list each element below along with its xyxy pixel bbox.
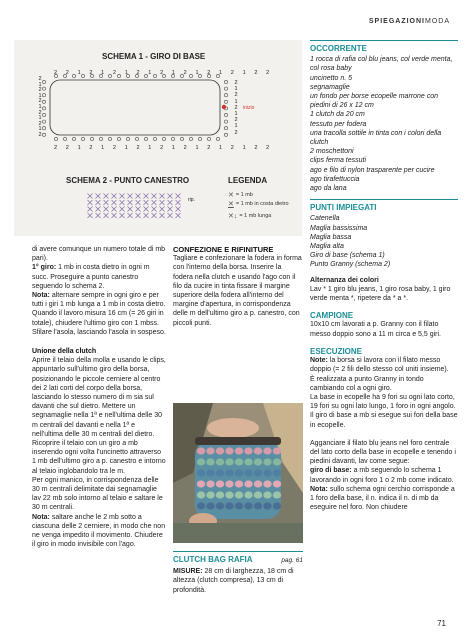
right-column	[310, 40, 458, 512]
misure-text: MISURE: 28 cm di larghezza, 18 cm di altezza (clutch compresa), 13 cm di profondità.	[173, 568, 294, 594]
left-p4: Ricoprire il telaio con un giro a mb inserendo ogni volta l'uncinetto attraverso 1 mb dell'ultimo giro a p. canestro e intorno al telaio inglobandolo tra le m.	[32, 440, 166, 475]
occorrente-item: tessuto per fodera	[310, 120, 367, 128]
esecuzione-p5: Agganciare il filato blu jeans nel foro centrale del lato corto della base in ecopelle e tenendo i piedini davanti, lav come segue:	[310, 439, 456, 466]
occorrente-list	[310, 55, 458, 193]
left-p5: Per ogni manico, in corrispondenza delle 30 m centrali delimitate dai segnamaglie lav 22 mb solo intorno al telaio e saltare le 30 m centrali.	[32, 476, 163, 512]
middle-column	[173, 245, 303, 328]
legend-title: LEGENDA	[228, 176, 268, 185]
occorrente-item: ago e filo di nylon trasparente per cucire	[310, 166, 435, 174]
schema1-top-numbers: 2 2 1 2 1 2 1 2 1 2 1 2 1 2 1 2 1 2 2	[54, 70, 273, 76]
schema1-title: SCHEMA 1 - GIRO DI BASE	[102, 52, 206, 61]
confezione-title: CONFEZIONE E RIFINITURE	[173, 245, 274, 254]
punti-item: Catenella	[310, 215, 340, 223]
occorrente-item: una tracolla sottile in tinta con i colori della clutch	[310, 129, 442, 147]
section-label: SPIEGAZIONI	[368, 18, 425, 25]
esecuzione-p1: Note: la borsa si lavora con il filato messo doppio (= 2 fili dello stesso col uniti insieme).	[310, 357, 449, 374]
unione-title: Unione della clutch	[32, 348, 97, 356]
section-header	[369, 18, 450, 25]
x-underline-stitch-icon: ✕	[228, 201, 234, 208]
occorrente-item: clips ferma tessuti	[310, 157, 367, 165]
schema1-right-numbers: 2 1 2 1 2 1 2 1 2	[234, 80, 238, 136]
long-stitch-icon: ✕↓	[228, 213, 238, 220]
x-stitch-icon: ✕	[228, 192, 234, 199]
punti-title: PUNTI IMPIEGATI	[310, 203, 377, 213]
left-intro: di avere comunque un numero totale di mb pari).	[32, 246, 166, 263]
left-p3: Aprire il telaio della molla e usando le clips, appuntarlo sull'ultimo giro della borsa, posizionando le piccole cerniere al centro dei 2 lati corti del corpo della borsa, lasciando lo stesso numero di m sia sul davanti che sul dietro. Mettere un segnamaglie nella 1ª e nell'ultima delle 30 m centrali del davanti e nella 1ª e nell'ultima delle 30 m centrali del dietro.	[32, 357, 166, 438]
esecuzione-title: ESECUZIONE	[310, 346, 363, 356]
punti-item: Giro di base (schema 1)	[310, 252, 385, 260]
occorrente-item: 1 rocca di rafia col blu jeans, col verde menta, col rosa baby	[310, 56, 453, 73]
occorrente-item: ago tirafettuccia	[310, 175, 360, 183]
diagram-panel	[14, 40, 302, 236]
page-number: 71	[437, 619, 446, 628]
occorrente-item: 2 moschettoni	[310, 148, 354, 156]
occorrente-item: segnamaglie	[310, 83, 350, 91]
alternanza-title: Alternanza dei colori	[310, 276, 379, 284]
left-p6: Nota: saltare anche le 2 mb sotto a ciascuna delle 2 cerniere, in modo che non ne venga impedito il movimento. Chiudere il giro in modo invisibile con l'ago.	[32, 513, 166, 549]
schema1-bottom-numbers: 2 2 1 2 1 2 1 2 1 2 1 2 1 2 1 2 1 2 2	[54, 145, 273, 151]
caption-page: pag. 61	[281, 557, 303, 564]
legend-item-1: = 1 mb	[235, 192, 253, 198]
alternanza-text: Lav * 1 giro blu jeans, 1 giro rosa baby, 1 giro verde menta *, ripetere da * a *.	[310, 285, 451, 303]
punti-item: Maglia bassissima	[310, 224, 368, 232]
legend-item-3: = 1 mb lunga	[239, 213, 272, 219]
left-column	[32, 245, 166, 550]
campione-text: 10x10 cm lavorati a p. Granny con il filato messo doppio sono a 11 m circa e 5,5 giri.	[310, 321, 441, 338]
esecuzione-p3: La base in ecopelle ha 9 fori su ogni lato corto, 19 fori su ogni lato lungo, 1 foro in ogni angolo.	[310, 393, 456, 411]
caption-block	[173, 551, 303, 595]
start-label: inizio	[243, 105, 255, 111]
schema1-diagram	[14, 40, 302, 160]
punti-item: Punto Granny (schema 2)	[310, 261, 391, 269]
rip-label: rip.	[188, 197, 195, 203]
section-label-tail: MODA	[425, 18, 450, 25]
legend	[228, 176, 289, 220]
schema2-stitch-grid	[86, 193, 186, 223]
esecuzione-p7: Nota: sullo schema ogni cerchio corrisponde a 1 foro della base, il n. indica il n. di mb da eseguire nel foro. Non chiudere	[310, 485, 455, 512]
esecuzione-p4: Il giro di base a mb si esegue sui fori della base in ecopelle.	[310, 412, 458, 429]
punti-item: Maglia bassa	[310, 233, 352, 241]
occorrente-item: 1 clutch da 20 cm	[310, 111, 365, 119]
punti-item: Maglia alta	[310, 243, 344, 251]
campione-title: CAMPIONE	[310, 311, 354, 321]
clutch-photo	[173, 403, 303, 543]
occorrente-item: ago da lana	[310, 185, 347, 193]
legend-item-2: = 1 mb in costa dietro	[235, 201, 289, 207]
punti-list	[310, 214, 458, 269]
schema1-left-numbers: 2 1 2 1 2 1 2 1 2 1 2	[38, 76, 42, 138]
caption-title: CLUTCH BAG RAFIA	[173, 555, 253, 564]
esecuzione-p2: È realizzata a punto Granny in tondo cambiando col a ogni giro.	[310, 375, 424, 392]
occorrente-item: un fondo per borse ecopelle marrone con piedini di 26 x 12 cm	[310, 93, 439, 110]
left-p1: 1° giro: 1 mb in costa dietro in ogni m succ. Proseguire a punto canestro seguendo lo schema 2.	[32, 264, 150, 290]
confezione-text: Tagliare e confezionare la fodera in forma con l'interno della borsa. Inserire la fodera nella clutch e usando l'ago con il filo da cucire in tinta fissare il margine superiore della fodera all'interno del margine d'apertura, in corrispondenza delle m dell'ultimo giro a p. canestro, con piccoli punti.	[173, 255, 302, 327]
esecuzione-p6: giro di base: a mb seguendo lo schema 1 lavorando in ogni foro 1 o 2 mb come indicato.	[310, 467, 454, 484]
occorrente-title: OCCORRENTE	[310, 44, 367, 53]
occorrente-item: uncinetto n. 5	[310, 74, 353, 82]
start-marker	[222, 105, 226, 109]
schema2-title: SCHEMA 2 - PUNTO CANESTRO	[66, 176, 190, 185]
left-p2: Nota: alternare sempre in ogni giro e per tutti i giri 1 mb lunga a 1 mb in costa dietro. Quando il lavoro misura 16 cm (= 26 giri in totale), chiudere l'ultimo giro con 1 mbss. Sfilare l'asola, lasciando l'asola in sospeso.	[32, 292, 166, 336]
